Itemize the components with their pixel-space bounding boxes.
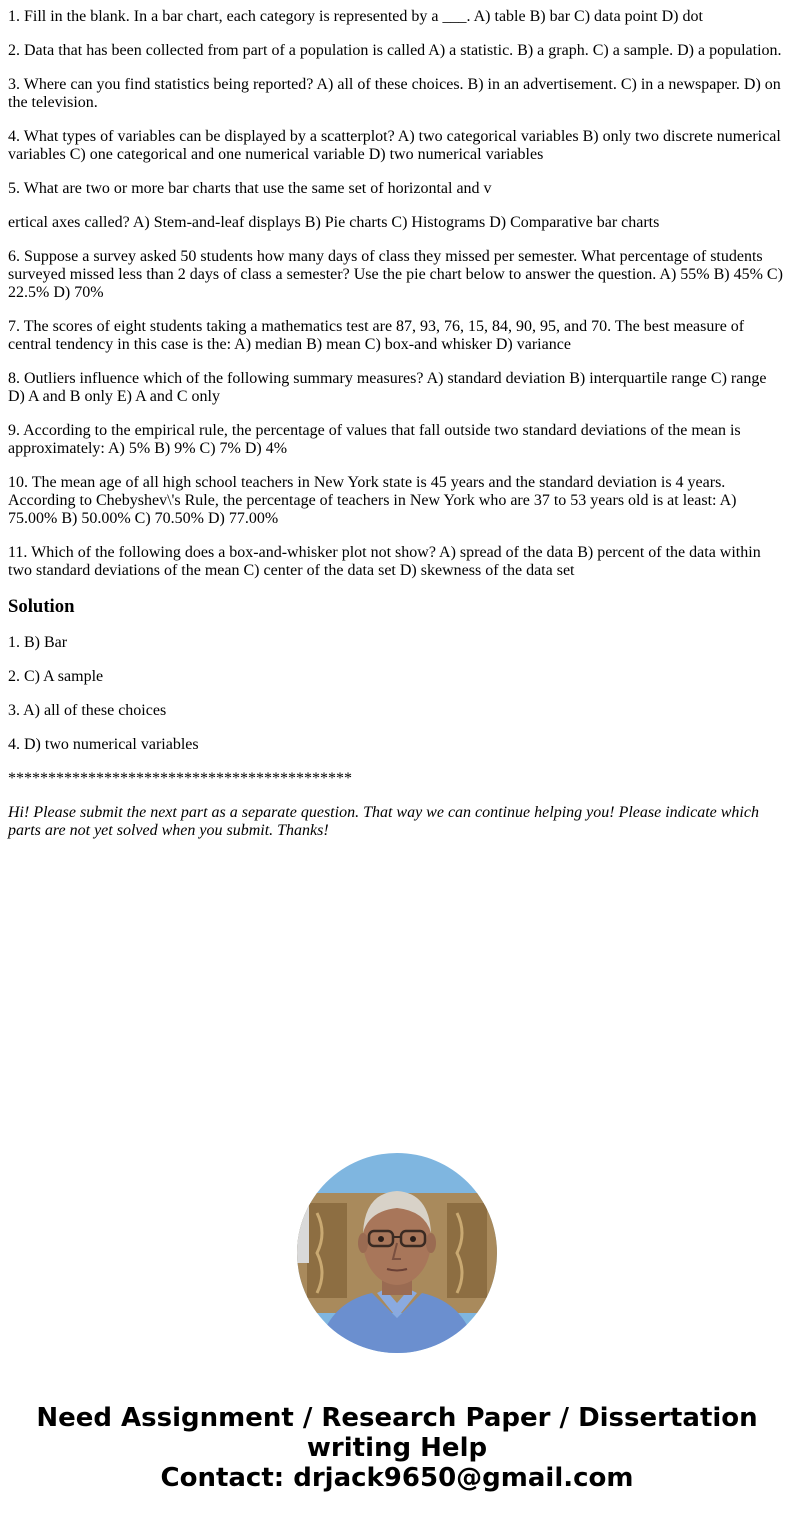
submission-note: Hi! Please submit the next part as a separate question. That way we can continue helping you! Please indicate which parts are not yet solved when you submit. Thanks! — [8, 804, 759, 839]
author-portrait-image — [297, 1153, 497, 1353]
banner-line-2: writing Help — [306, 1433, 488, 1463]
question-6: 6. Suppose a survey asked 50 students how many days of class they missed per semester. What percentage of students surveyed missed less than 2 days of class a semester? Use the pie chart below to answer the question. A) 55% B) 45% C) 22.5% D) 70% — [8, 248, 783, 301]
document-body — [8, 8, 786, 856]
question-8: 8. Outliers influence which of the following summary measures? A) standard deviation B) interquartile range C) range D) A and B only E) A and C only — [8, 370, 767, 405]
solution-heading: Solution — [8, 596, 75, 617]
answer-3: 3. A) all of these choices — [8, 702, 167, 719]
question-3: 3. Where can you find statistics being reported? A) all of these choices. B) in an advertisement. C) in a newspaper. D) on the television. — [8, 76, 781, 111]
question-4: 4. What types of variables can be displayed by a scatterplot? A) two categorical variables B) only two discrete numerical variables C) one categorical and one numerical variable D) two numerical variables — [8, 128, 781, 163]
banner-line-1: Need Assignment / Research Paper / Dissertation — [36, 1403, 758, 1433]
question-1: 1. Fill in the blank. In a bar chart, each category is represented by a ___. A) table B) bar C) data point D) dot — [8, 8, 703, 25]
question-2: 2. Data that has been collected from part of a population is called A) a statistic. B) a graph. C) a sample. D) a population. — [8, 42, 782, 59]
contact-banner — [0, 1403, 794, 1493]
question-7: 7. The scores of eight students taking a mathematics test are 87, 93, 76, 15, 84, 90, 95, and 70. The best measure of central tendency in this case is the: A) median B) mean C) box-and whisker D) variance — [8, 318, 745, 353]
author-avatar — [297, 1153, 497, 1353]
answer-4: 4. D) two numerical variables — [8, 736, 199, 753]
answer-1: 1. B) Bar — [8, 634, 68, 651]
question-5-part-1: 5. What are two or more bar charts that use the same set of horizontal and v — [8, 180, 492, 197]
banner-contact-line: Contact: drjack9650@gmail.com — [160, 1463, 634, 1493]
separator-line: ******************************************* — [8, 770, 352, 787]
question-9: 9. According to the empirical rule, the percentage of values that fall outside two standard deviations of the mean is approximately: A) 5% B) 9% C) 7% D) 4% — [8, 422, 741, 457]
answer-2: 2. C) A sample — [8, 668, 104, 685]
question-10: 10. The mean age of all high school teachers in New York state is 45 years and the standard deviation is 4 years. According to Chebyshev\'s Rule, the percentage of teachers in New York who are 37 to 53 years old is at least: A) 75.00% B) 50.00% C) 70.50% D) 77.00% — [8, 474, 737, 527]
question-11: 11. Which of the following does a box-and-whisker plot not show? A) spread of the data B) percent of the data within two standard deviations of the mean C) center of the data set D) skewness of the data set — [8, 544, 761, 579]
question-5-part-2: ertical axes called? A) Stem-and-leaf displays B) Pie charts C) Histograms D) Comparative bar charts — [8, 214, 660, 231]
